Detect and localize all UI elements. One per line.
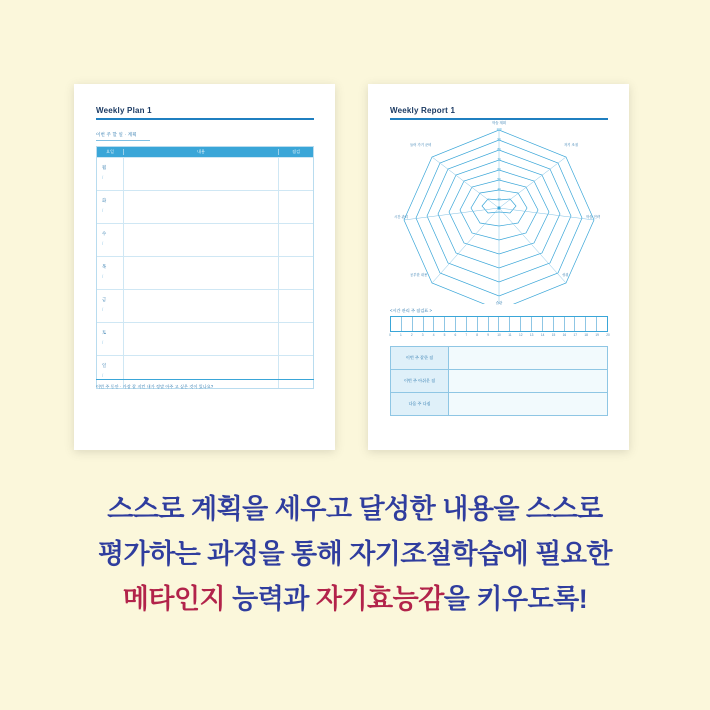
cell-check[interactable]: [279, 191, 313, 223]
scale-cell[interactable]: [413, 317, 424, 331]
date-slash: /: [102, 175, 104, 180]
scale-tick: 1: [400, 333, 402, 337]
cell-content[interactable]: [124, 224, 279, 256]
scale-tick: 10: [497, 333, 501, 337]
cell-check[interactable]: [279, 257, 313, 289]
table-row: [97, 157, 313, 190]
scale-tick: 17: [573, 333, 578, 337]
date-slash: /: [102, 208, 104, 213]
scale-tick: 13: [529, 333, 534, 337]
scale-cell[interactable]: [478, 317, 489, 331]
header-check: 점검: [291, 149, 301, 154]
radar-ring-30: 30: [497, 197, 501, 201]
scale-cell[interactable]: [597, 317, 607, 331]
page-title: Weekly Report 1: [390, 106, 456, 115]
scale-cell[interactable]: [565, 317, 576, 331]
weekly-report-page: [368, 84, 629, 450]
page-title: Weekly Plan 1: [96, 106, 152, 115]
scale-cell[interactable]: [402, 317, 413, 331]
scale-cell[interactable]: [424, 317, 435, 331]
summary-value[interactable]: [449, 370, 607, 392]
cell-day: [97, 158, 124, 190]
cell-check[interactable]: [279, 290, 313, 322]
date-slash: /: [102, 340, 104, 345]
scale-tick-labels: [390, 333, 608, 339]
caption-line-1: 스스로 계획을 세우고 달성한 내용을 스스로: [107, 494, 603, 524]
scale-tick: 9: [487, 333, 489, 337]
radar-ring-90: 90: [497, 137, 501, 141]
cell-day: [97, 257, 124, 289]
radar-label-right: 학습 전략: [586, 215, 601, 219]
scale-cell[interactable]: [499, 317, 510, 331]
summary-label: 다음 주 다짐: [391, 393, 449, 415]
table-header-row: [97, 147, 313, 157]
plan-subtitle: 이번 주 할 일 · 계획: [96, 132, 137, 137]
radar-ring-100: 100: [496, 127, 502, 131]
title-divider: [96, 118, 314, 120]
radar-label-top-right: 자기 조절: [564, 143, 579, 147]
header-day: 요일: [105, 149, 115, 154]
weekly-plan-table: [96, 146, 314, 389]
date-slash: /: [102, 373, 104, 378]
cell-content[interactable]: [124, 323, 279, 355]
scale-cell[interactable]: [543, 317, 554, 331]
day-label: 목: [102, 264, 107, 269]
scale-tick: 0: [389, 333, 391, 337]
scale-tick: 15: [551, 333, 556, 337]
footer-divider: [96, 379, 314, 380]
scale-cell[interactable]: [532, 317, 543, 331]
cell-check[interactable]: [279, 323, 313, 355]
caption-line3-mid: 능력과: [232, 584, 316, 614]
cell-content[interactable]: [124, 290, 279, 322]
radar-ring-80: 80: [497, 147, 501, 151]
scale-tick: 4: [432, 333, 435, 337]
table-row: [97, 289, 313, 322]
summary-row: [391, 370, 607, 393]
scale-tick: 12: [519, 333, 523, 337]
scale-tick: 18: [584, 333, 588, 337]
cell-day: [97, 224, 124, 256]
day-label: 수: [102, 231, 107, 236]
scale-cell[interactable]: [489, 317, 500, 331]
caption-accent-metacognition: 메타인지: [122, 584, 233, 614]
radar-chart: [396, 122, 602, 304]
scale-tick: 16: [562, 333, 567, 337]
day-label: 월: [102, 165, 107, 170]
summary-value[interactable]: [449, 393, 607, 415]
cell-day: [97, 191, 124, 223]
time-scale-bar[interactable]: [390, 316, 608, 332]
radar-label-top-left: 들어 가기 준비: [410, 143, 432, 147]
cell-content[interactable]: [124, 158, 279, 190]
radar-ring-50: 50: [497, 177, 501, 181]
scale-tick: 20: [606, 333, 610, 337]
caption-line-2: 평가하는 과정을 통해 자기조절학습에 필요한: [97, 539, 613, 569]
radar-ring-70: 70: [497, 157, 501, 161]
table-row: [97, 256, 313, 289]
plan-subtitle-underline: [96, 140, 150, 141]
day-label: 화: [102, 198, 107, 203]
footer-note: 이번 주 동안 · 가장 잘 지킨 내가 정말 아주 고 싶은 것이 있나요?: [96, 384, 214, 389]
cell-check[interactable]: [279, 158, 313, 190]
scale-title: <시간 관리 주 점검표 >: [390, 308, 432, 313]
scale-tick: 2: [410, 333, 413, 337]
scale-tick: 8: [476, 333, 479, 337]
scale-cell[interactable]: [391, 317, 402, 331]
radar-label-bottom: 습관: [495, 301, 503, 305]
radar-label-left: 시간 관리: [394, 215, 409, 219]
summary-row: [391, 393, 607, 415]
scale-tick: 7: [465, 333, 468, 337]
scale-cell[interactable]: [456, 317, 467, 331]
caption-line3-end: 을 키우도록!: [443, 584, 588, 614]
radar-label-top: 학습 계획: [491, 121, 507, 125]
radar-label-bottom-left: 공부한 내용: [410, 273, 428, 277]
cell-content[interactable]: [124, 191, 279, 223]
date-slash: /: [102, 274, 104, 279]
scale-tick: 5: [443, 333, 446, 337]
summary-row: [391, 347, 607, 370]
summary-table: [390, 346, 608, 416]
scale-cell[interactable]: [554, 317, 565, 331]
scale-tick: 11: [508, 333, 512, 337]
radar-ring-40: 40: [497, 187, 501, 191]
cell-check[interactable]: [279, 356, 313, 388]
cell-day: [97, 323, 124, 355]
scale-cell[interactable]: [575, 317, 586, 331]
cell-check[interactable]: [279, 224, 313, 256]
summary-value[interactable]: [449, 347, 607, 369]
day-label: 토: [102, 330, 107, 335]
day-label: 일: [102, 363, 107, 368]
radar-ring-60: 60: [497, 167, 501, 171]
table-row: [97, 190, 313, 223]
weekly-plan-page: [74, 84, 335, 450]
scale-cell[interactable]: [510, 317, 521, 331]
scale-cell[interactable]: [434, 317, 445, 331]
scale-cell[interactable]: [445, 317, 456, 331]
caption-accent-selfefficacy: 자기효능감: [315, 584, 444, 614]
scale-cell[interactable]: [467, 317, 478, 331]
scale-tick: 6: [454, 333, 457, 337]
table-row: [97, 223, 313, 256]
date-slash: /: [102, 241, 104, 246]
day-label: 금: [102, 297, 107, 302]
date-slash: /: [102, 307, 104, 312]
table-row: [97, 322, 313, 355]
scale-tick: 3: [421, 333, 424, 337]
header-content: 내용: [123, 149, 279, 155]
radar-label-bottom-right: 성취: [562, 273, 569, 277]
caption-block: [0, 487, 710, 622]
scale-tick: 14: [540, 333, 545, 337]
cell-content[interactable]: [124, 257, 279, 289]
cell-day: [97, 290, 124, 322]
scale-cell[interactable]: [586, 317, 597, 331]
summary-label: 이번 주 아쉬운 점: [391, 370, 449, 392]
caption-line-3: [0, 577, 710, 622]
summary-label: 이번 주 잘한 점: [391, 347, 449, 369]
scale-tick: 19: [595, 333, 599, 337]
scale-cell[interactable]: [521, 317, 532, 331]
